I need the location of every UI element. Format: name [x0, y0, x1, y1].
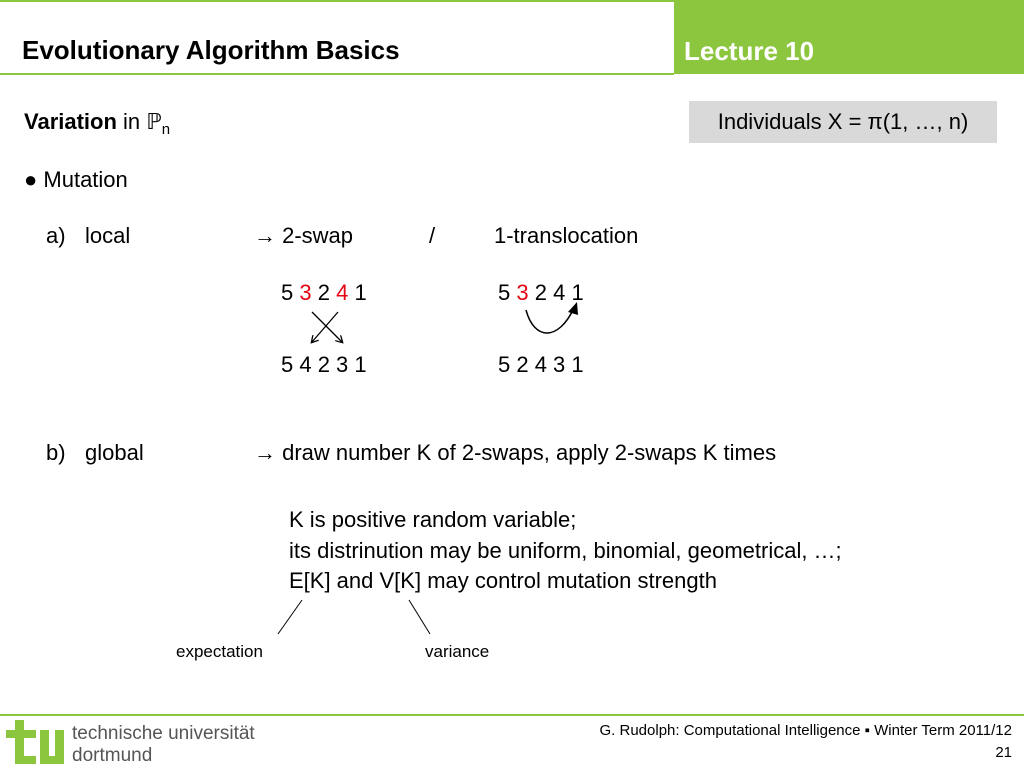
trans-digits-rest: 2 4 1 [534, 280, 584, 305]
trans-digit-highlight: 3 [516, 280, 529, 305]
annotation-pointer-lines [270, 598, 440, 638]
slide-title: Evolutionary Algorithm Basics [22, 35, 400, 65]
university-name-line-1: technische universität [72, 723, 255, 744]
tu-logo-icon [4, 718, 66, 766]
global-description: → draw number K of 2-swaps, apply 2-swaps K times [254, 440, 777, 465]
local-two-swap: → 2-swap [254, 223, 354, 248]
swap-digit: 1 [354, 280, 367, 305]
university-name-line-2: dortmund [72, 745, 153, 766]
section-title-bold: Variation [24, 109, 117, 134]
variance-annotation: variance [425, 642, 490, 661]
bullet-mutation: ● Mutation [24, 167, 128, 192]
swap-digit: 5 [281, 280, 294, 305]
translocation-after-sequence: 5 2 4 3 1 [498, 352, 584, 377]
global-marker: b) [46, 440, 66, 465]
swap-digit: 2 [317, 280, 330, 305]
local-label: local [85, 223, 131, 248]
footer-credit: G. Rudolph: Computational Intelligence ▪ Winter Term 2011/12 [599, 722, 1012, 739]
section-title-symbol: ℙ [146, 109, 162, 134]
lecture-badge [674, 2, 1024, 74]
footer-rule [0, 714, 1024, 716]
swap-before-sequence [281, 279, 367, 307]
local-one-translocation: 1-translocation [494, 223, 639, 248]
global-label: global [85, 440, 144, 465]
global-note-line-2: its distrinution may be uniform, binomial, geometrical, …; [289, 538, 842, 563]
swap-after-sequence: 5 4 2 3 1 [281, 352, 367, 377]
swap-digit-highlight: 4 [336, 280, 349, 305]
expectation-annotation: expectation [176, 642, 263, 661]
local-marker: a) [46, 223, 66, 248]
swap-cross-arrows-icon [300, 306, 360, 352]
swap-digit-highlight: 3 [299, 280, 312, 305]
header-underline [0, 73, 674, 75]
lecture-badge-label: Lecture 10 [684, 36, 815, 66]
page-number: 21 [995, 744, 1012, 761]
trans-digit: 5 [498, 280, 511, 305]
section-title-rest: in [123, 109, 141, 134]
section-title [24, 108, 170, 144]
global-note-line-3: E[K] and V[K] may control mutation strength [289, 568, 717, 593]
individuals-info-box: Individuals X = π(1, …, n) [689, 101, 997, 143]
section-title-subscript: n [161, 121, 171, 138]
global-note-line-1: K is positive random variable; [289, 507, 577, 532]
local-slash: / [429, 223, 436, 248]
university-name [72, 723, 255, 767]
translocation-curved-arrow-icon [516, 298, 586, 344]
